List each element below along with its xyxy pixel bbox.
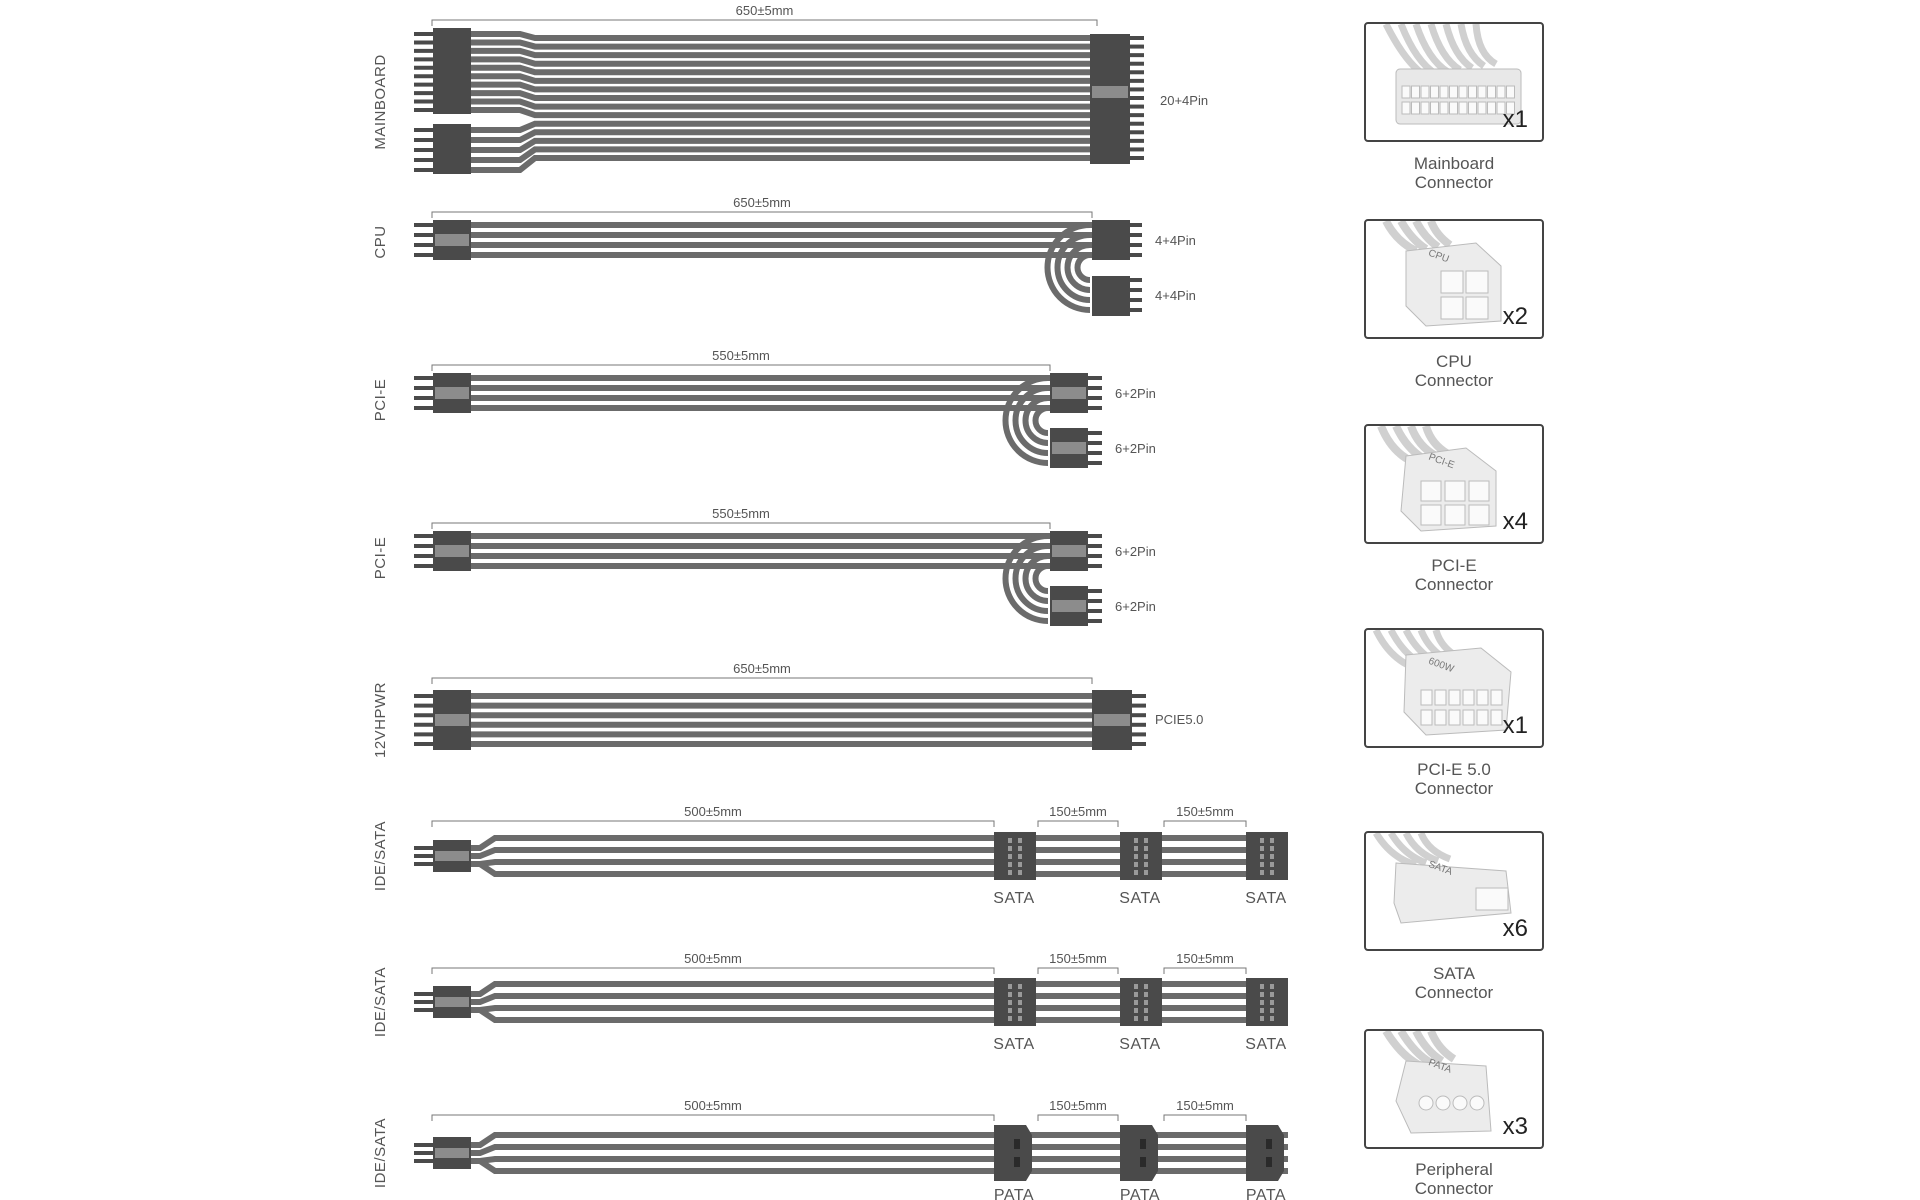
connector-caption <box>1344 964 1564 1002</box>
connector-caption-line1: PCI-E <box>1431 556 1477 575</box>
length-label: 500±5mm <box>684 804 742 819</box>
wire <box>471 51 1090 55</box>
wire <box>471 158 1090 170</box>
dimension-line <box>432 968 994 974</box>
connector-detail <box>435 851 469 861</box>
atx-source-connector-top <box>433 28 471 114</box>
wire-loop <box>1078 255 1091 280</box>
pin-contact <box>1018 1000 1022 1005</box>
cpu-4plus4-connector-b <box>1092 276 1130 316</box>
connector-caption-line1: CPU <box>1436 352 1472 371</box>
pin-contact <box>1144 1016 1148 1021</box>
wire <box>471 1008 1288 1010</box>
pin-hole <box>1014 1139 1020 1149</box>
connector-caption <box>1344 352 1564 390</box>
output-label: SATA <box>993 890 1035 907</box>
pin-contact <box>1018 1016 1022 1021</box>
pin-contact <box>1144 984 1148 989</box>
sata-connector <box>994 978 1036 1026</box>
atx-source-connector-bottom <box>433 124 471 174</box>
wire <box>471 124 1090 130</box>
output-label: 6+2Pin <box>1115 441 1156 456</box>
connector-detail <box>435 234 469 246</box>
cable-ide-sata-3 <box>372 1098 1288 1200</box>
cable-name-label: IDE/SATA <box>372 966 389 1038</box>
pin-contact <box>1018 870 1022 875</box>
length-label: 650±5mm <box>733 195 791 210</box>
pin-contact <box>1018 1008 1022 1013</box>
length-label: 500±5mm <box>684 951 742 966</box>
length-label: 150±5mm <box>1176 1098 1234 1113</box>
connector-card-3 <box>1364 424 1544 544</box>
quantity-label: x1 <box>1502 106 1528 133</box>
wire <box>471 996 1288 1002</box>
connector-caption-line1: Mainboard <box>1413 154 1495 173</box>
pin-contact <box>1270 846 1274 851</box>
pin-contact <box>1134 862 1138 867</box>
cable-12vhpwr <box>372 661 1203 758</box>
length-label: 550±5mm <box>712 506 770 521</box>
quantity-label: x2 <box>1502 303 1528 330</box>
dimension-line <box>432 1115 994 1121</box>
pin-contact <box>1270 862 1274 867</box>
pin-contact <box>1260 870 1264 875</box>
wire <box>471 59 1090 63</box>
pin-contact <box>1008 984 1012 989</box>
connector-caption <box>1344 556 1564 594</box>
pin-contact <box>1260 1016 1264 1021</box>
pin-contact <box>1260 1000 1264 1005</box>
dimension-line <box>1038 1115 1118 1121</box>
dimension-line <box>432 212 1092 218</box>
wire <box>471 984 1288 994</box>
pin-hole <box>1014 1157 1020 1167</box>
output-label: SATA <box>1119 1036 1161 1053</box>
length-label: 150±5mm <box>1049 804 1107 819</box>
pin-contact <box>1134 870 1138 875</box>
dimension-line <box>432 365 1050 371</box>
pin-contact <box>1018 846 1022 851</box>
pin-contact <box>1144 862 1148 867</box>
pin-contact <box>1018 984 1022 989</box>
output-label: PATA <box>993 1187 1035 1200</box>
wire <box>471 1135 1288 1145</box>
length-label: 550±5mm <box>712 348 770 363</box>
connector-caption <box>1344 1160 1564 1198</box>
connector-detail <box>435 1148 469 1158</box>
wire-loop <box>1036 566 1049 591</box>
length-label: 150±5mm <box>1176 804 1234 819</box>
wire <box>471 850 1288 856</box>
cable-mainboard <box>372 3 1208 174</box>
pin-contact <box>1008 846 1012 851</box>
wire-loop <box>1036 408 1049 433</box>
output-label: 4+4Pin <box>1155 288 1196 303</box>
pin-contact <box>1260 846 1264 851</box>
connector-caption-line2: Connector <box>1414 575 1494 594</box>
connector-caption-line2: Connector <box>1414 983 1494 1002</box>
dimension-line <box>1164 821 1246 827</box>
atx-24pin-connector <box>1090 34 1130 164</box>
length-label: 650±5mm <box>733 661 791 676</box>
output-label: SATA <box>1245 890 1287 907</box>
connector-card-1 <box>1364 22 1544 142</box>
quantity-label: x1 <box>1502 712 1528 739</box>
output-label: 6+2Pin <box>1115 544 1156 559</box>
pin-contact <box>1008 854 1012 859</box>
pin-hole <box>1140 1139 1146 1149</box>
output-label: SATA <box>1119 890 1161 907</box>
wire <box>471 1010 1288 1020</box>
pin-contact <box>1134 992 1138 997</box>
pin-contact <box>1260 1008 1264 1013</box>
pin-contact <box>1144 838 1148 843</box>
cable-name-label: MAINBOARD <box>372 54 389 150</box>
pin-contact <box>1144 992 1148 997</box>
pin-contact <box>1018 992 1022 997</box>
pin-hole <box>1266 1139 1272 1149</box>
wire <box>471 102 1090 107</box>
connector-caption-line2: Connector <box>1414 779 1494 798</box>
connector-card-4 <box>1364 628 1544 748</box>
pin-contact <box>1270 870 1274 875</box>
pin-contact <box>1134 1000 1138 1005</box>
output-label: SATA <box>1245 1036 1287 1053</box>
connector-detail <box>1052 545 1086 557</box>
pin-contact <box>1134 1016 1138 1021</box>
wire <box>471 864 1288 874</box>
dimension-line <box>1038 968 1118 974</box>
pin-contact <box>1270 1008 1274 1013</box>
pin-contact <box>1270 838 1274 843</box>
wire <box>471 68 1090 73</box>
pin-contact <box>1260 838 1264 843</box>
quantity-label: x3 <box>1502 1113 1528 1140</box>
cable-name-label: IDE/SATA <box>372 1117 389 1189</box>
output-label: 20+4Pin <box>1160 93 1209 108</box>
output-label: PATA <box>1245 1187 1287 1200</box>
dimension-line <box>1164 1115 1246 1121</box>
connector-caption <box>1344 154 1564 192</box>
quantity-label: x6 <box>1502 915 1528 942</box>
pin-contact <box>1144 1000 1148 1005</box>
cable-name-label: IDE/SATA <box>372 820 389 892</box>
output-label: PATA <box>1119 1187 1161 1200</box>
pin-contact <box>1018 838 1022 843</box>
output-label: PCIE5.0 <box>1155 712 1204 727</box>
output-label: 6+2Pin <box>1115 599 1156 614</box>
connector-caption-line2: Connector <box>1414 1179 1494 1198</box>
pin-contact <box>1008 838 1012 843</box>
connector-imprint: CPU <box>1426 247 1451 266</box>
connector-caption <box>1344 760 1564 798</box>
dimension-line <box>1164 968 1246 974</box>
cable-name-label: PCI-E <box>372 378 389 422</box>
connector-imprint: SATA <box>1426 859 1454 878</box>
wire <box>471 93 1090 98</box>
connector-detail <box>435 387 469 399</box>
wire <box>471 34 1090 38</box>
quantity-label: x4 <box>1502 508 1528 535</box>
connector-detail <box>1052 600 1086 612</box>
connector-caption-line2: Connector <box>1414 371 1494 390</box>
connector-imprint: 600W <box>1426 655 1456 676</box>
pin-contact <box>1260 984 1264 989</box>
output-label: 6+2Pin <box>1115 386 1156 401</box>
wire <box>471 76 1090 81</box>
pata-connector <box>1246 1125 1284 1181</box>
pin-contact <box>1134 1008 1138 1013</box>
pin-contact <box>1260 854 1264 859</box>
pin-contact <box>1134 838 1138 843</box>
length-label: 150±5mm <box>1176 951 1234 966</box>
connector-detail <box>1092 86 1128 98</box>
dimension-line <box>432 523 1050 529</box>
cable-pcie-2 <box>372 348 1156 468</box>
length-label: 150±5mm <box>1049 1098 1107 1113</box>
connector-card-5 <box>1364 831 1544 951</box>
pin-contact <box>1270 984 1274 989</box>
pin-contact <box>1008 1016 1012 1021</box>
sata-connector <box>1120 978 1162 1026</box>
cable-cpu <box>372 195 1196 316</box>
connector-card-6 <box>1364 1029 1544 1149</box>
pin-contact <box>1134 846 1138 851</box>
pin-contact <box>1134 984 1138 989</box>
sata-connector <box>1246 978 1288 1026</box>
pin-contact <box>1270 854 1274 859</box>
pin-contact <box>1144 870 1148 875</box>
connector-caption-line1: Peripheral <box>1415 1160 1493 1179</box>
connector-detail <box>1052 387 1086 399</box>
pin-contact <box>1008 1008 1012 1013</box>
pata-connector <box>1120 1125 1158 1181</box>
cable-name-label: CPU <box>372 225 389 259</box>
pin-contact <box>1008 992 1012 997</box>
pin-contact <box>1270 1016 1274 1021</box>
wire <box>471 838 1288 848</box>
wire <box>471 1159 1288 1161</box>
connector-card-2 <box>1364 219 1544 339</box>
wire <box>471 110 1090 115</box>
pata-connector <box>994 1125 1032 1181</box>
length-label: 650±5mm <box>735 3 794 18</box>
cable-ide-sata-2 <box>372 951 1288 1053</box>
pin-contact <box>1144 854 1148 859</box>
connector-detail <box>1052 442 1086 454</box>
pin-hole <box>1140 1157 1146 1167</box>
pin-contact <box>1270 1000 1274 1005</box>
pin-contact <box>1008 862 1012 867</box>
connector-imprint: PCI-E <box>1426 451 1456 472</box>
connector-detail <box>435 714 469 726</box>
pin-contact <box>1018 854 1022 859</box>
cable-pcie-3 <box>372 506 1156 626</box>
wire <box>471 1161 1288 1171</box>
pin-contact <box>1008 870 1012 875</box>
pin-contact <box>1144 1008 1148 1013</box>
wire <box>471 42 1090 46</box>
pin-contact <box>1144 846 1148 851</box>
cpu-4plus4-connector-a <box>1092 220 1130 260</box>
length-label: 150±5mm <box>1049 951 1107 966</box>
connector-imprint: PATA <box>1426 1057 1454 1076</box>
connector-detail <box>435 545 469 557</box>
connector-detail <box>1094 714 1130 726</box>
sata-connector <box>1120 832 1162 880</box>
sata-connector <box>994 832 1036 880</box>
pin-hole <box>1266 1157 1272 1167</box>
dimension-line <box>432 678 1092 684</box>
connector-caption-line2: Connector <box>1414 173 1494 192</box>
output-label: 4+4Pin <box>1155 233 1196 248</box>
cable-name-label: PCI-E <box>372 536 389 580</box>
pin-contact <box>1260 862 1264 867</box>
dimension-line <box>432 821 994 827</box>
pin-contact <box>1270 992 1274 997</box>
wire <box>471 862 1288 864</box>
wire <box>471 85 1090 90</box>
output-label: SATA <box>993 1036 1035 1053</box>
connector-caption-line1: SATA <box>1433 964 1475 983</box>
connector-detail <box>435 997 469 1007</box>
connector-caption-line1: PCI-E 5.0 <box>1417 760 1491 779</box>
dimension-line <box>1038 821 1118 827</box>
pin-contact <box>1008 1000 1012 1005</box>
dimension-line <box>432 20 1097 26</box>
length-label: 500±5mm <box>684 1098 742 1113</box>
pin-contact <box>1018 862 1022 867</box>
sata-connector <box>1246 832 1288 880</box>
cable-ide-sata-1 <box>372 804 1288 907</box>
pin-contact <box>1260 992 1264 997</box>
cable-name-label: 12VHPWR <box>372 681 389 759</box>
wire <box>471 1147 1288 1153</box>
pin-contact <box>1134 854 1138 859</box>
